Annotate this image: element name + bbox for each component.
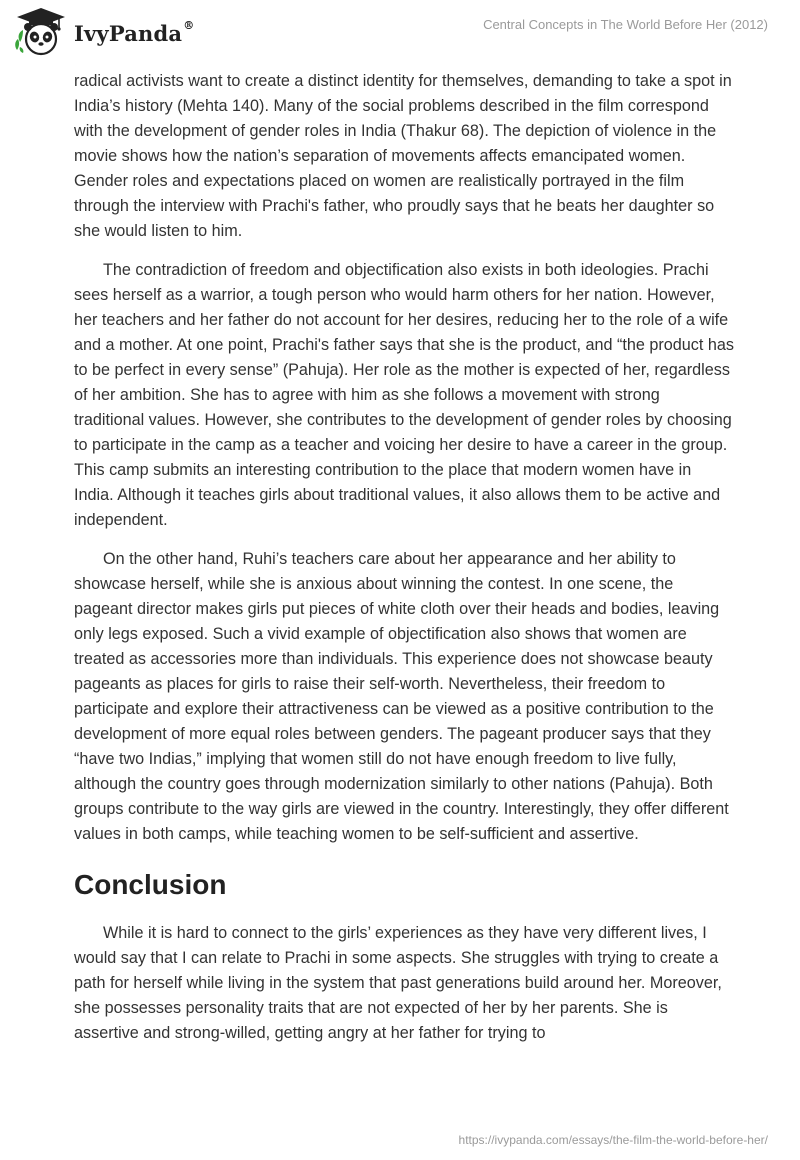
page-header [0, 0, 800, 60]
brand-name [74, 18, 195, 46]
essay-body [74, 69, 734, 1060]
paragraph-continued: radical activists want to create a distinct identity for themselves, demanding to take a spot in India’s history (Mehta 140). Many of the social problems described in the film correspond with the development of gender roles in India (Thakur 68). The depiction of violence in the movie shows how the nation’s separation of movements affects emancipated women. Gender roles and expectations placed on women are realistically portrayed in the film through the interview with Prachi's father, who proudly says that he beats her daughter so she would listen to him. [74, 72, 732, 240]
section-heading-conclusion: Conclusion [74, 869, 227, 900]
paragraph: On the other hand, Ruhi’s teachers care about her appearance and her ability to showcase herself, while she is anxious about winning the contest. In one scene, the pageant director makes girls put pieces of white cloth over their heads and bodies, leaving only legs exposed. Such a vivid example of objectification also shows that women are treated as accessories more than individuals. This experience does not showcase beauty pageants as places for girls to raise their self-worth. Nevertheless, their freedom to participate and explore their attractiveness can be viewed as a positive contribution to the development of more equal roles between genders. The pageant producer says that they “have two Indias,” implying that women still do not have enough freedom to live fully, although the country goes through modernization similarly to other nations (Pahuja). Both groups contribute to the way girls are viewed in the country. Interestingly, they offer different values in both camps, while teaching women to be self-sufficient and assertive. [74, 550, 729, 843]
panda-graduate-logo-icon [14, 6, 68, 58]
ivypanda-logo-link[interactable] [14, 6, 194, 58]
paragraph: The contradiction of freedom and objectification also exists in both ideologies. Prachi sees herself as a warrior, a tough person who would harm others for her nation. However, her teachers and her father do not account for her desires, reducing her to the role of a wife and a mother. At one point, Prachi's father says that she is the product, and “the product has to be perfect in every sense” (Pahuja). Her role as the mother is expected of her, regardless of her ambition. She has to agree with him as she follows a movement with strong traditional values. However, she contributes to the development of gender roles by choosing to participate in the camp as a teacher and voicing her desire to have a career in the group. This camp submits an interesting contribution to the place that modern women have in India. Although it teaches girls about traditional values, it also allows them to be active and independent. [74, 261, 734, 529]
brand-name-text: IvyPanda [74, 20, 183, 46]
source-url[interactable]: https://ivypanda.com/essays/the-film-the-world-before-her/ [458, 1133, 768, 1147]
document-title: Central Concepts in The World Before Her (2012) [483, 17, 768, 32]
paragraph: While it is hard to connect to the girls’ experiences as they have very different lives, I would say that I can relate to Prachi in some aspects. She struggles with trying to create a path for herself while living in the system that past generations build around her. Moreover, she possesses personality traits that are not expected of her by her parents. She is assertive and strong-willed, getting angry at her father for trying to [74, 924, 722, 1042]
registered-mark: ® [183, 18, 195, 32]
